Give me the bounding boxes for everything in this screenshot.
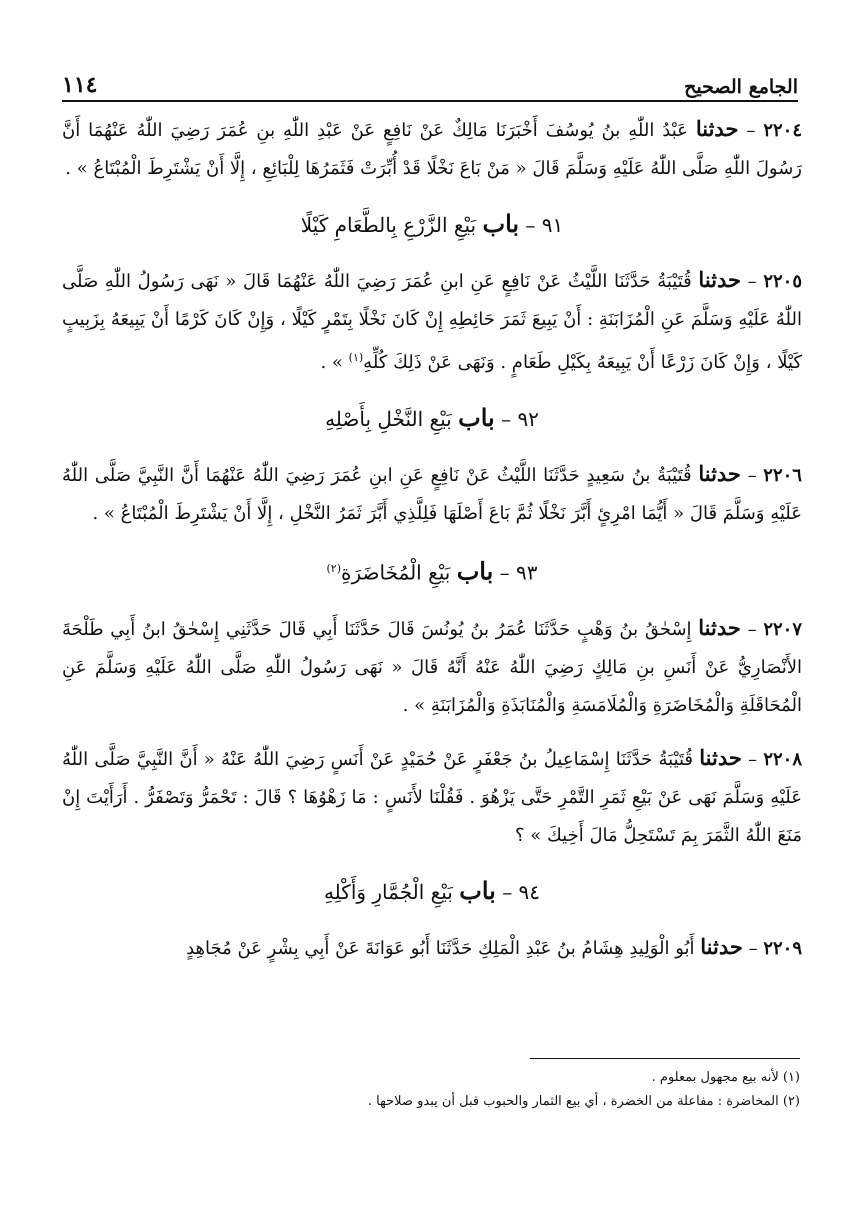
chapter-number: ٩٢ – [501,407,539,431]
hadith-number: ٢٢٠٨ [763,748,802,770]
bab-word: باب [456,556,494,586]
hadith-text-tail: » . [320,352,349,373]
haddathana-word: حدثنا [700,933,743,959]
haddathana-word: حدثنا [698,267,742,292]
chapter-title: بَيْعِ الْمُخَاضَرَةِ [341,560,451,585]
footnote-rule [530,1058,800,1059]
chapter-number: ٩٣ – [499,560,538,585]
hadith-text: عَبْدُ اللّٰهِ بنُ يُوسُفَ أَخْبَرَنَا مَالِكٌ عَنْ نَافِعٍ عَنْ عَبْدِ اللّٰهِ بنِ عُمَرَ رَضِيَ اللّٰهُ عَنْهُمَا أَنَّ رَسُولَ اللّٰهِ صَلَّى اللّٰهُ عَلَيْهِ وَسَلَّمَ قَالَ « مَنْ بَاعَ نَخْلًا قَدْ أُبِّرَتْ فَثَمَرُهَا لِلْبَائِعِ ، إِلَّا أَنْ يَشْتَرِطَ الْمُبْتَاعُ » . [62,120,802,179]
hadith-text: قُتَيْبَةُ حَدَّثَنَا إِسْمَاعِيلُ بنُ جَعْفَرٍ عَنْ حُمَيْدٍ عَنْ أَنَسٍ رَضِيَ اللّٰهُ عَنْهُ « أَنَّ النَّبِيَّ صَلَّى اللّٰهُ عَلَيْهِ وَسَلَّمَ نَهَى عَنْ بَيْعِ ثَمَرِ التَّمْرِ حَتَّى يَزْهُوَ . فَقُلْنَا لأَنَسٍ : مَا زَهْوُهَا ؟ قَالَ : تَحْمَرُّ وَتَصْفَرُّ . أَرَأَيْتَ إِنْ مَنَعَ اللّٰهُ الثَّمَرَ بِمَ تَسْتَحِلُّ مَالَ أَخِيكَ » ؟ [62,748,802,846]
bab-word: باب [459,875,496,905]
haddathana-word: حدثنا [698,461,741,486]
bab-word: باب [458,403,495,432]
chapter-heading-92 [62,396,802,441]
hadith-text: إِسْحٰقُ بنُ وَهْبٍ حَدَّثَنَا عُمَرُ بنُ يُونُسَ قَالَ حَدَّثَنَا أَبِي قَالَ حَدَّثَنِي إِسْحٰقُ ابنُ أَبِي طَلْحَةَ الأَنْصَارِيُّ عَنْ أَنَسِ بنِ مَالِكٍ رَضِيَ اللّٰهُ عَنْهُ أَنَّهُ قَالَ « نَهَى رَسُولُ اللّٰهِ صَلَّى اللّٰهُ عَلَيْهِ وَسَلَّمَ عَنِ الْمُحَاقَلَةِ وَالْمُخَاضَرَةِ وَالْمُلَامَسَةِ وَالْمُنَابَذَةِ وَالْمُزَابَنَةِ » . [62,618,802,716]
footnote-2: (٢) المخاضرة : مفاعلة من الخضرة ، أي بيع الثمار والحبوب قبل أن يبدو صلاحها . [367,1094,800,1109]
hadith-2209: ٢٢٠٩ – حدثنا أَبُو الْوَلِيدِ هِشَامُ بنُ عَبْدِ الْمَلِكِ حَدَّثَنَا أَبُو عَوَانَةَ عَنْ أَبِي بِشْرٍ عَنْ مُجَاهِدٍ [186,933,802,959]
bab-word: باب [482,209,520,238]
hadith-2204: ٢٢٠٤ – حدثنا عَبْدُ اللّٰهِ بنُ يُوسُفَ أَخْبَرَنَا مَالِكٌ عَنْ نَافِعٍ عَنْ عَبْدِ اللّٰهِ بنِ عُمَرَ رَضِيَ اللّٰهُ عَنْهُمَا أَنَّ رَسُولَ اللّٰهِ صَلَّى اللّٰهُ عَلَيْهِ وَسَلَّمَ قَالَ « مَنْ بَاعَ نَخْلًا قَدْ أُبِّرَتْ فَثَمَرُهَا لِلْبَائِعِ ، إِلَّا أَنْ يَشْتَرِطَ الْمُبْتَاعُ » . [62,116,802,179]
chapter-title: بَيْعِ النَّخْلِ بِأَصْلِهِ [325,407,452,431]
hadith-number: ٢٢٠٤ [763,120,802,141]
footnotes [62,1066,800,1114]
hadith-2208: ٢٢٠٨ – حدثنا قُتَيْبَةُ حَدَّثَنَا إِسْمَاعِيلُ بنُ جَعْفَرٍ عَنْ حُمَيْدٍ عَنْ أَنَسٍ رَضِيَ اللّٰهُ عَنْهُ « أَنَّ النَّبِيَّ صَلَّى اللّٰهُ عَلَيْهِ وَسَلَّمَ نَهَى عَنْ بَيْعِ ثَمَرِ التَّمْرِ حَتَّى يَزْهُوَ . فَقُلْنَا لأَنَسٍ : مَا زَهْوُهَا ؟ قَالَ : تَحْمَرُّ وَتَصْفَرُّ . أَرَأَيْتَ إِنْ مَنَعَ اللّٰهُ الثَّمَرَ بِمَ تَسْتَحِلُّ مَالَ أَخِيكَ » ؟ [62,744,802,846]
hadith-number: ٢٢٠٩ [763,937,802,959]
chapter-number: ٩٤ – [502,879,541,904]
hadith-number: ٢٢٠٦ [763,465,802,486]
footnote-marker: (١) [348,351,364,364]
haddathana-word: حدثنا [695,116,739,141]
hadith-2205: ٢٢٠٥ – حدثنا قُتَيْبَةُ حَدَّثَنَا اللَّيْثُ عَنْ نَافِعٍ عَنِ ابنِ عُمَرَ رَضِيَ اللّٰهُ عَنْهُمَا قَالَ « نَهَى رَسُولُ اللّٰهِ صَلَّى اللّٰهُ عَلَيْهِ وَسَلَّمَ عَنِ الْمُزَابَنَةِ : أَنْ يَبِيعَ ثَمَرَ حَائِطِهِ إِنْ كَانَ نَخْلًا بِتَمْرٍ كَيْلًا ، وَإِنْ كَانَ كَرْمًا أَنْ يَبِيعَهُ بِزَبِيبٍ كَيْلًا ، وَإِنْ كَانَ زَرْعًا أَنْ يَبِيعَهُ بِكَيْلِ طَعَامٍ . وَنَهَى عَنْ ذَلِكَ كُلِّهِ$^{(١)}$ » . [62,267,802,373]
hadith-2207: ٢٢٠٧ – حدثنا إِسْحٰقُ بنُ وَهْبٍ حَدَّثَنَا عُمَرُ بنُ يُونُسَ قَالَ حَدَّثَنَا أَبِي قَالَ حَدَّثَنِي إِسْحٰقُ ابنُ أَبِي طَلْحَةَ الأَنْصَارِيُّ عَنْ أَنَسِ بنِ مَالِكٍ رَضِيَ اللّٰهُ عَنْهُ أَنَّهُ قَالَ « نَهَى رَسُولُ اللّٰهِ صَلَّى اللّٰهُ عَلَيْهِ وَسَلَّمَ عَنِ الْمُحَاقَلَةِ وَالْمُخَاضَرَةِ وَالْمُلَامَسَةِ وَالْمُنَابَذَةِ وَالْمُزَابَنَةِ » . [62,614,802,716]
chapter-heading-94 [62,869,802,914]
hadith-number: ٢٢٠٥ [763,271,802,292]
chapter-number: ٩١ – [525,213,564,237]
haddathana-word: حدثنا [699,744,742,770]
hadith-text: أَبُو الْوَلِيدِ هِشَامُ بنُ عَبْدِ الْمَلِكِ حَدَّثَنَا أَبُو عَوَانَةَ عَنْ أَبِي بِشْرٍ عَنْ مُجَاهِدٍ [186,937,695,959]
chapter-heading-93 [62,547,802,595]
hadith-number: ٢٢٠٧ [763,618,802,640]
running-title: الجامع الصحيح [684,76,798,98]
page-number: ١١٤ [62,72,98,98]
page-header [62,62,798,98]
chapter-title: بَيْعِ الزَّرْعِ بِالطَّعَامِ كَيْلًا [300,213,477,237]
main-text [62,110,802,982]
footnote-1: (١) لأنه بيع مجهول بمعلوم . [651,1070,800,1085]
chapter-heading-91 [62,202,802,247]
hadith-2206: ٢٢٠٦ – حدثنا قُتَيْبَةُ بنُ سَعِيدٍ حَدَّثَنَا اللَّيْثُ عَنْ نَافِعٍ عَنِ ابنِ عُمَرَ رَضِيَ اللّٰهُ عَنْهُمَا أَنَّ النَّبِيَّ صَلَّى اللّٰهُ عَلَيْهِ وَسَلَّمَ قَالَ « أَيُّمَا امْرِئٍ أَبَّرَ نَخْلًا ثُمَّ بَاعَ أَصْلَهَا فَلِلَّذِي أَبَّرَ ثَمَرُ النَّخْلِ ، إِلَّا أَنْ يَشْتَرِطَ الْمُبْتَاعُ » . [62,461,802,524]
chapter-title: بَيْعِ الْجُمَّارِ وَأَكْلِهِ [323,879,453,904]
footnote-marker: (٢) [326,562,342,575]
header-rule [62,100,798,102]
hadith-text: قُتَيْبَةُ حَدَّثَنَا اللَّيْثُ عَنْ نَافِعٍ عَنِ ابنِ عُمَرَ رَضِيَ اللّٰهُ عَنْهُمَا قَالَ « نَهَى رَسُولُ اللّٰهِ صَلَّى اللّٰهُ عَلَيْهِ وَسَلَّمَ عَنِ الْمُزَابَنَةِ : أَنْ يَبِيعَ ثَمَرَ حَائِطِهِ إِنْ كَانَ نَخْلًا بِتَمْرٍ كَيْلًا ، وَإِنْ كَانَ كَرْمًا أَنْ يَبِيعَهُ بِزَبِيبٍ كَيْلًا ، وَإِنْ كَانَ زَرْعًا أَنْ يَبِيعَهُ بِكَيْلِ طَعَامٍ . وَنَهَى عَنْ ذَلِكَ كُلِّهِ [62,271,802,373]
hadith-text: قُتَيْبَةُ بنُ سَعِيدٍ حَدَّثَنَا اللَّيْثُ عَنْ نَافِعٍ عَنِ ابنِ عُمَرَ رَضِيَ اللّٰهُ عَنْهُمَا أَنَّ النَّبِيَّ صَلَّى اللّٰهُ عَلَيْهِ وَسَلَّمَ قَالَ « أَيُّمَا امْرِئٍ أَبَّرَ نَخْلًا ثُمَّ بَاعَ أَصْلَهَا فَلِلَّذِي أَبَّرَ ثَمَرُ النَّخْلِ ، إِلَّا أَنْ يَشْتَرِطَ الْمُبْتَاعُ » . [62,465,802,524]
haddathana-word: حدثنا [698,614,741,640]
